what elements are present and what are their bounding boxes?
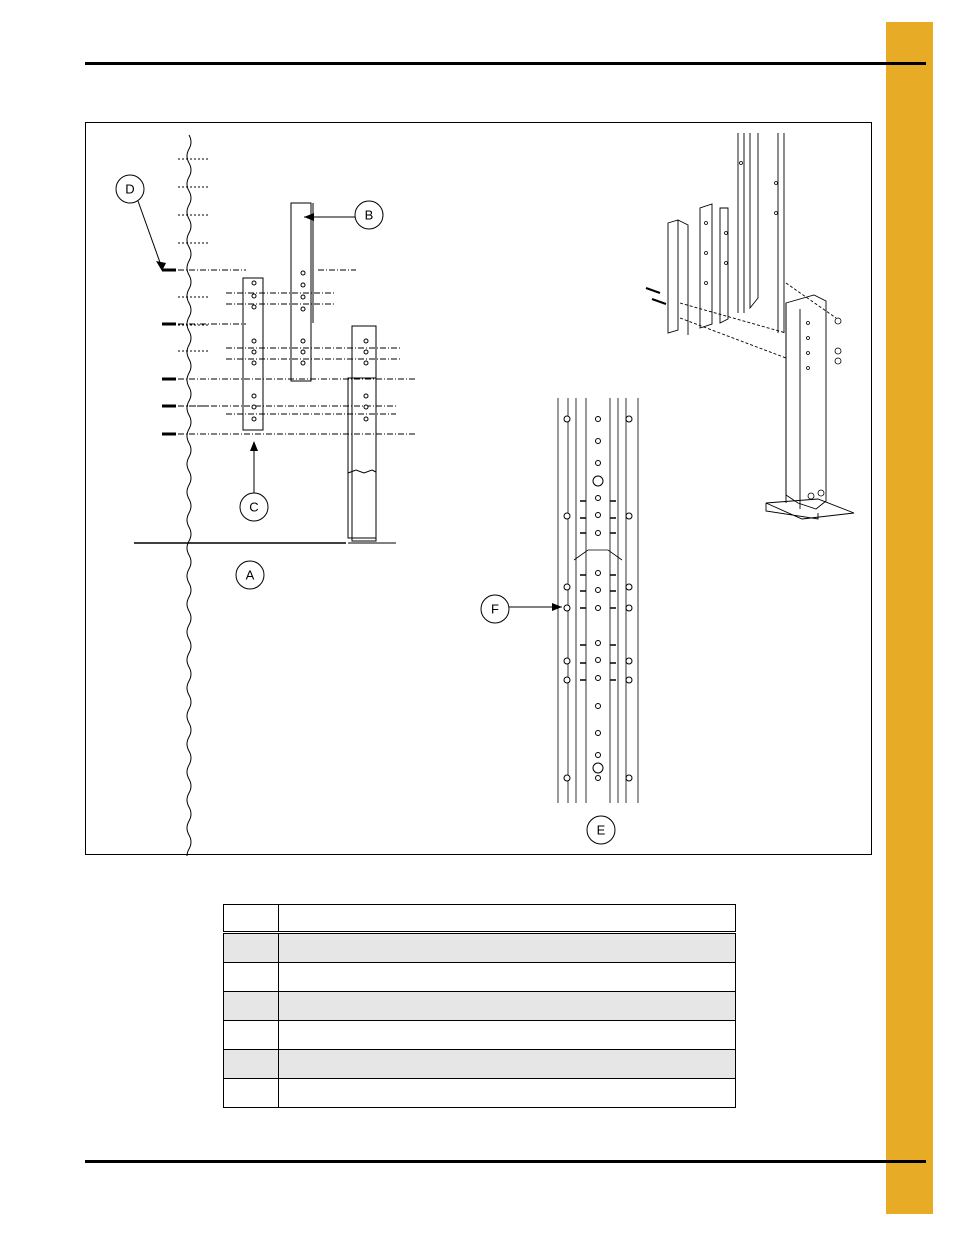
assembly-drawing — [86, 123, 873, 856]
table-header-row — [224, 905, 736, 933]
table-row — [224, 1079, 736, 1108]
callout-d-leader — [138, 201, 162, 268]
table-row — [224, 963, 736, 992]
table-row — [224, 992, 736, 1021]
callout-a-label: A — [245, 567, 255, 583]
table-row — [224, 933, 736, 963]
row-description — [279, 1079, 736, 1108]
header-rule — [85, 62, 926, 65]
callout-e-label: E — [596, 822, 606, 838]
footer-rule — [85, 1160, 926, 1163]
section-tab — [886, 22, 933, 1214]
assembly-figure — [85, 122, 872, 855]
table-row — [224, 1050, 736, 1079]
row-ref — [224, 992, 279, 1021]
row-description — [279, 933, 736, 963]
row-ref — [224, 1050, 279, 1079]
row-description — [279, 1050, 736, 1079]
row-ref — [224, 933, 279, 963]
row-description — [279, 963, 736, 992]
callout-c-label: C — [249, 499, 259, 515]
callout-d-label: D — [125, 181, 135, 197]
row-ref — [224, 1021, 279, 1050]
header-description — [279, 905, 736, 933]
parts-table — [223, 904, 736, 1108]
callout-f-label: F — [491, 601, 499, 617]
row-description — [279, 992, 736, 1021]
row-description — [279, 1021, 736, 1050]
row-ref — [224, 963, 279, 992]
row-ref — [224, 1079, 279, 1108]
callout-b-label: B — [364, 207, 374, 223]
header-ref — [224, 905, 279, 933]
table-row — [224, 1021, 736, 1050]
